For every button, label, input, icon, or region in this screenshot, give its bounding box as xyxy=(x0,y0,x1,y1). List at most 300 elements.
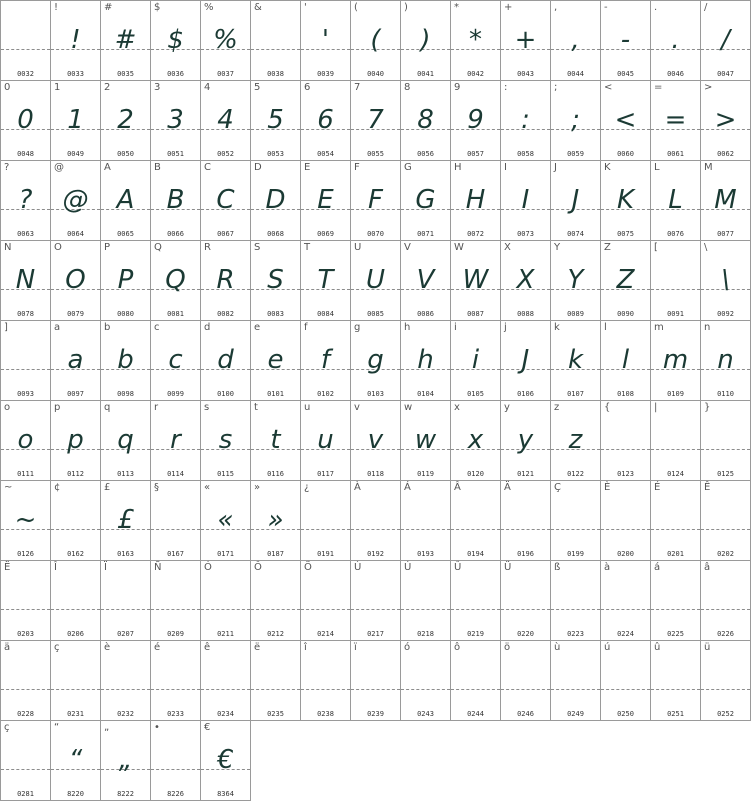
character-label: Û xyxy=(454,562,462,573)
character-code: 0228 xyxy=(17,710,34,718)
character-code: 0203 xyxy=(17,630,34,638)
character-code: 0070 xyxy=(367,230,384,238)
glyph-sample: @ xyxy=(62,185,89,215)
character-code: 0209 xyxy=(167,630,184,638)
character-label: E xyxy=(304,162,311,173)
glyph-cell xyxy=(300,560,350,640)
glyph-sample xyxy=(701,575,750,625)
glyph-cell xyxy=(550,480,600,560)
character-label: È xyxy=(604,482,611,493)
character-label: â xyxy=(704,562,711,573)
glyph-cell xyxy=(450,240,500,320)
character-code: 0103 xyxy=(367,390,384,398)
glyph-cell xyxy=(650,240,700,320)
character-code: 0225 xyxy=(667,630,684,638)
glyph-sample: G xyxy=(415,185,436,215)
character-label: , xyxy=(554,2,558,13)
glyph-sample: u xyxy=(317,425,334,455)
glyph-sample: . xyxy=(671,25,680,55)
character-code: 0224 xyxy=(617,630,634,638)
character-label: é xyxy=(154,642,161,653)
character-label: n xyxy=(704,322,711,333)
glyph-sample: 3 xyxy=(167,105,184,135)
glyph-sample: \ xyxy=(721,265,730,295)
character-code: 0219 xyxy=(467,630,484,638)
glyph-cell xyxy=(400,80,450,160)
glyph-cell xyxy=(0,400,50,480)
glyph-sample: E xyxy=(317,185,334,215)
glyph-sample xyxy=(351,575,400,625)
character-code: 8220 xyxy=(67,790,84,798)
character-code: 0059 xyxy=(567,150,584,158)
character-label: { xyxy=(604,402,611,413)
glyph-sample xyxy=(151,655,200,705)
glyph-sample: ( xyxy=(370,25,381,55)
glyph-cell xyxy=(300,0,350,80)
character-code: 0082 xyxy=(217,310,234,318)
glyph-sample: X xyxy=(516,265,535,295)
character-label: û xyxy=(654,642,661,653)
character-code: 0068 xyxy=(267,230,284,238)
character-code: 0101 xyxy=(267,390,284,398)
character-code: 0122 xyxy=(567,470,584,478)
character-label: 4 xyxy=(204,82,211,93)
character-code: 0109 xyxy=(667,390,684,398)
glyph-sample xyxy=(201,655,250,705)
character-code: 0090 xyxy=(617,310,634,318)
character-code: 0042 xyxy=(467,70,484,78)
glyph-cell xyxy=(450,160,500,240)
character-label: • xyxy=(154,722,160,733)
character-code: 0105 xyxy=(467,390,484,398)
character-label: ö xyxy=(504,642,511,653)
glyph-cell xyxy=(600,480,650,560)
character-label: 2 xyxy=(104,82,111,93)
character-label: G xyxy=(404,162,412,173)
glyph-cell xyxy=(700,80,750,160)
glyph-sample: „ xyxy=(118,745,133,775)
glyph-cell xyxy=(50,560,100,640)
glyph-sample: f xyxy=(320,345,331,375)
character-code: 0112 xyxy=(67,470,84,478)
character-code: 0107 xyxy=(567,390,584,398)
glyph-sample: W xyxy=(462,265,489,295)
character-label: | xyxy=(654,402,658,413)
character-code: 0117 xyxy=(317,470,334,478)
character-code: 0036 xyxy=(167,70,184,78)
glyph-sample: K xyxy=(616,185,635,215)
glyph-cell xyxy=(100,720,150,800)
glyph-cell xyxy=(150,720,200,800)
glyph-sample: t xyxy=(270,425,281,455)
character-code: 0199 xyxy=(567,550,584,558)
character-code: 0080 xyxy=(117,310,134,318)
glyph-sample: / xyxy=(721,25,730,55)
glyph-cell xyxy=(700,640,750,720)
glyph-sample xyxy=(51,575,100,625)
character-code: 0043 xyxy=(517,70,534,78)
glyph-sample: o xyxy=(17,425,34,455)
character-code: 0162 xyxy=(67,550,84,558)
character-code: 0050 xyxy=(117,150,134,158)
glyph-cell xyxy=(300,640,350,720)
character-label: 1 xyxy=(54,82,61,93)
character-code: 0061 xyxy=(667,150,684,158)
character-code: 0211 xyxy=(217,630,234,638)
character-code: 0192 xyxy=(367,550,384,558)
character-code: 0084 xyxy=(317,310,334,318)
glyph-sample xyxy=(451,575,500,625)
glyph-cell xyxy=(600,640,650,720)
glyph-cell xyxy=(50,80,100,160)
character-code: 0081 xyxy=(167,310,184,318)
glyph-sample: P xyxy=(117,265,134,295)
glyph-cell xyxy=(600,80,650,160)
glyph-cell xyxy=(550,560,600,640)
character-code: 0040 xyxy=(367,70,384,78)
character-code: 0207 xyxy=(117,630,134,638)
glyph-sample: U xyxy=(365,265,386,295)
glyph-sample: ! xyxy=(70,25,81,55)
glyph-sample xyxy=(701,495,750,545)
glyph-cell xyxy=(250,560,300,640)
glyph-cell xyxy=(600,160,650,240)
glyph-cell xyxy=(0,720,50,800)
glyph-sample xyxy=(51,495,100,545)
glyph-sample: Y xyxy=(567,265,584,295)
glyph-sample: ? xyxy=(18,185,33,215)
glyph-cell xyxy=(450,320,500,400)
character-label: Î xyxy=(54,562,57,573)
character-label: ) xyxy=(404,2,408,13)
glyph-cell xyxy=(150,240,200,320)
glyph-sample: 1 xyxy=(67,105,84,135)
character-code: 0202 xyxy=(717,550,734,558)
glyph-sample: M xyxy=(714,185,737,215)
character-code: 0226 xyxy=(717,630,734,638)
character-code: 0217 xyxy=(367,630,384,638)
glyph-cell xyxy=(550,160,600,240)
character-code: 0065 xyxy=(117,230,134,238)
character-code: 0052 xyxy=(217,150,234,158)
character-label: v xyxy=(354,402,360,413)
glyph-cell xyxy=(500,160,550,240)
glyph-sample xyxy=(551,655,600,705)
character-code: 0060 xyxy=(617,150,634,158)
glyph-cell xyxy=(600,0,650,80)
character-code: 0212 xyxy=(267,630,284,638)
character-code: 0056 xyxy=(417,150,434,158)
glyph-sample: S xyxy=(267,265,284,295)
character-code: 0064 xyxy=(67,230,84,238)
glyph-sample: R xyxy=(216,265,235,295)
character-label: P xyxy=(104,242,111,253)
character-label: e xyxy=(254,322,261,333)
character-label: c xyxy=(154,322,160,333)
glyph-sample xyxy=(101,655,150,705)
glyph-sample: N xyxy=(15,265,36,295)
glyph-sample: p xyxy=(67,425,84,455)
character-code: 0214 xyxy=(317,630,334,638)
glyph-sample: z xyxy=(568,425,583,455)
character-code: 0057 xyxy=(467,150,484,158)
character-label: ú xyxy=(604,642,611,653)
character-label: g xyxy=(354,322,361,333)
character-code: 0187 xyxy=(267,550,284,558)
glyph-sample xyxy=(551,495,600,545)
glyph-cell xyxy=(300,80,350,160)
glyph-sample xyxy=(1,735,50,785)
character-label: ù xyxy=(554,642,561,653)
character-label: Ç xyxy=(554,482,561,493)
character-label: l xyxy=(604,322,607,333)
character-label: ; xyxy=(554,82,558,93)
character-code: 0232 xyxy=(117,710,134,718)
character-code: 0249 xyxy=(567,710,584,718)
glyph-cell xyxy=(100,0,150,80)
glyph-cell xyxy=(100,80,150,160)
glyph-cell xyxy=(300,240,350,320)
character-label: T xyxy=(304,242,311,253)
glyph-cell xyxy=(500,320,550,400)
glyph-cell xyxy=(350,240,400,320)
glyph-cell xyxy=(50,720,100,800)
glyph-sample xyxy=(651,495,700,545)
character-label: O xyxy=(54,242,62,253)
glyph-cell xyxy=(0,160,50,240)
character-label: y xyxy=(504,402,510,413)
character-label: 7 xyxy=(354,82,361,93)
character-label: Z xyxy=(604,242,611,253)
glyph-sample: = xyxy=(664,105,687,135)
glyph-cell xyxy=(200,240,250,320)
character-code: 0120 xyxy=(467,470,484,478)
character-label: É xyxy=(654,482,661,493)
glyph-cell xyxy=(400,240,450,320)
glyph-sample: $ xyxy=(167,25,184,55)
character-code: 0238 xyxy=(317,710,334,718)
glyph-sample xyxy=(51,655,100,705)
glyph-cell xyxy=(300,320,350,400)
glyph-cell xyxy=(700,400,750,480)
glyph-sample: > xyxy=(714,105,737,135)
glyph-cell xyxy=(150,320,200,400)
glyph-sample: B xyxy=(166,185,185,215)
glyph-sample: x xyxy=(467,425,484,455)
glyph-sample: 2 xyxy=(117,105,134,135)
glyph-cell xyxy=(550,400,600,480)
character-label: Á xyxy=(404,482,411,493)
character-label: Y xyxy=(554,242,561,253)
glyph-sample: 0 xyxy=(17,105,34,135)
glyph-sample: - xyxy=(620,25,631,55)
character-label: C xyxy=(204,162,211,173)
character-label: I xyxy=(504,162,507,173)
character-label: # xyxy=(104,2,113,13)
character-label: o xyxy=(4,402,11,413)
character-label: £ xyxy=(104,482,111,493)
character-label: [ xyxy=(654,242,658,253)
glyph-cell xyxy=(300,160,350,240)
character-code: 0115 xyxy=(217,470,234,478)
character-code: 0087 xyxy=(467,310,484,318)
character-code: 0062 xyxy=(717,150,734,158)
glyph-cell xyxy=(300,400,350,480)
character-label: X xyxy=(504,242,511,253)
glyph-cell xyxy=(150,640,200,720)
glyph-sample xyxy=(151,575,200,625)
character-label: a xyxy=(54,322,61,333)
character-code: 0233 xyxy=(167,710,184,718)
glyph-cell xyxy=(350,160,400,240)
glyph-sample xyxy=(1,335,50,385)
character-code: 0244 xyxy=(467,710,484,718)
glyph-sample: » xyxy=(267,505,284,535)
character-label: ç xyxy=(54,642,60,653)
glyph-cell xyxy=(400,320,450,400)
character-label: è xyxy=(104,642,111,653)
character-code: 0106 xyxy=(517,390,534,398)
character-label: & xyxy=(254,2,262,13)
glyph-sample: h xyxy=(417,345,434,375)
character-label: 8 xyxy=(404,82,411,93)
glyph-cell xyxy=(100,240,150,320)
character-code: 0035 xyxy=(117,70,134,78)
glyph-sample xyxy=(351,495,400,545)
character-code: 0075 xyxy=(617,230,634,238)
character-label: ë xyxy=(254,642,261,653)
character-code: 0194 xyxy=(467,550,484,558)
character-label: s xyxy=(204,402,210,413)
character-code: 0091 xyxy=(667,310,684,318)
character-label: ] xyxy=(4,322,8,333)
glyph-sample: # xyxy=(114,25,137,55)
character-code: 0038 xyxy=(267,70,284,78)
character-code: 0102 xyxy=(317,390,334,398)
glyph-sample: D xyxy=(265,185,286,215)
glyph-cell xyxy=(700,160,750,240)
glyph-cell xyxy=(150,160,200,240)
character-label: < xyxy=(604,82,613,93)
glyph-cell xyxy=(200,400,250,480)
character-code: 0116 xyxy=(267,470,284,478)
character-label: m xyxy=(654,322,664,333)
glyph-sample xyxy=(651,575,700,625)
character-code: 0039 xyxy=(317,70,334,78)
character-label: @ xyxy=(54,162,64,173)
character-code: 0044 xyxy=(567,70,584,78)
glyph-cell xyxy=(550,0,600,80)
glyph-sample: J xyxy=(571,185,580,215)
character-code: 0079 xyxy=(67,310,84,318)
glyph-cell xyxy=(450,0,500,80)
glyph-sample xyxy=(651,255,700,305)
glyph-sample: g xyxy=(367,345,384,375)
glyph-sample: : xyxy=(521,105,530,135)
glyph-cell xyxy=(0,640,50,720)
glyph-sample: 6 xyxy=(317,105,334,135)
character-label: A xyxy=(104,162,111,173)
character-code: 0163 xyxy=(117,550,134,558)
glyph-sample xyxy=(1,575,50,625)
character-label: ¿ xyxy=(304,482,310,493)
glyph-cell xyxy=(350,560,400,640)
glyph-cell xyxy=(200,320,250,400)
glyph-sample: m xyxy=(662,345,689,375)
character-code: 0126 xyxy=(17,550,34,558)
character-label: À xyxy=(354,482,361,493)
character-code: 0251 xyxy=(667,710,684,718)
character-label: W xyxy=(454,242,464,253)
glyph-cell xyxy=(450,400,500,480)
character-code: 0078 xyxy=(17,310,34,318)
glyph-cell xyxy=(0,480,50,560)
glyph-sample: ~ xyxy=(14,505,37,535)
glyph-cell xyxy=(0,240,50,320)
glyph-sample: T xyxy=(317,265,334,295)
character-label: r xyxy=(154,402,159,413)
character-code: 0098 xyxy=(117,390,134,398)
glyph-sample xyxy=(201,575,250,625)
glyph-cell xyxy=(400,160,450,240)
glyph-sample: V xyxy=(416,265,435,295)
character-label: f xyxy=(304,322,308,333)
glyph-sample: s xyxy=(218,425,233,455)
glyph-cell xyxy=(650,640,700,720)
character-label: V xyxy=(404,242,411,253)
glyph-cell xyxy=(50,0,100,80)
glyph-sample: ' xyxy=(321,25,330,55)
glyph-cell xyxy=(400,560,450,640)
glyph-cell xyxy=(450,80,500,160)
glyph-cell xyxy=(350,0,400,80)
glyph-cell xyxy=(100,320,150,400)
character-label: 6 xyxy=(304,82,311,93)
character-label: „ xyxy=(104,722,110,733)
glyph-sample: l xyxy=(621,345,630,375)
glyph-cell xyxy=(500,480,550,560)
glyph-sample xyxy=(701,655,750,705)
glyph-cell xyxy=(250,640,300,720)
character-label: : xyxy=(504,82,508,93)
character-code: 0114 xyxy=(167,470,184,478)
glyph-cell xyxy=(350,480,400,560)
glyph-cell xyxy=(250,0,300,80)
character-code: 0037 xyxy=(217,70,234,78)
glyph-sample: * xyxy=(469,25,482,55)
character-code: 0113 xyxy=(117,470,134,478)
glyph-sample: d xyxy=(217,345,234,375)
glyph-sample xyxy=(601,655,650,705)
glyph-sample: I xyxy=(521,185,530,215)
character-code: 8364 xyxy=(217,790,234,798)
character-code: 0239 xyxy=(367,710,384,718)
glyph-sample: F xyxy=(368,185,383,215)
character-label: § xyxy=(154,482,159,493)
character-code: 0124 xyxy=(667,470,684,478)
character-code: 0121 xyxy=(517,470,534,478)
character-label: K xyxy=(604,162,611,173)
glyph-sample: 4 xyxy=(217,105,234,135)
glyph-sample xyxy=(651,655,700,705)
glyph-cell xyxy=(200,480,250,560)
glyph-sample: c xyxy=(168,345,183,375)
character-label: = xyxy=(654,82,663,93)
glyph-cell xyxy=(50,240,100,320)
glyph-sample: Z xyxy=(616,265,635,295)
character-label: Ä xyxy=(504,482,511,493)
character-label: ó xyxy=(404,642,411,653)
